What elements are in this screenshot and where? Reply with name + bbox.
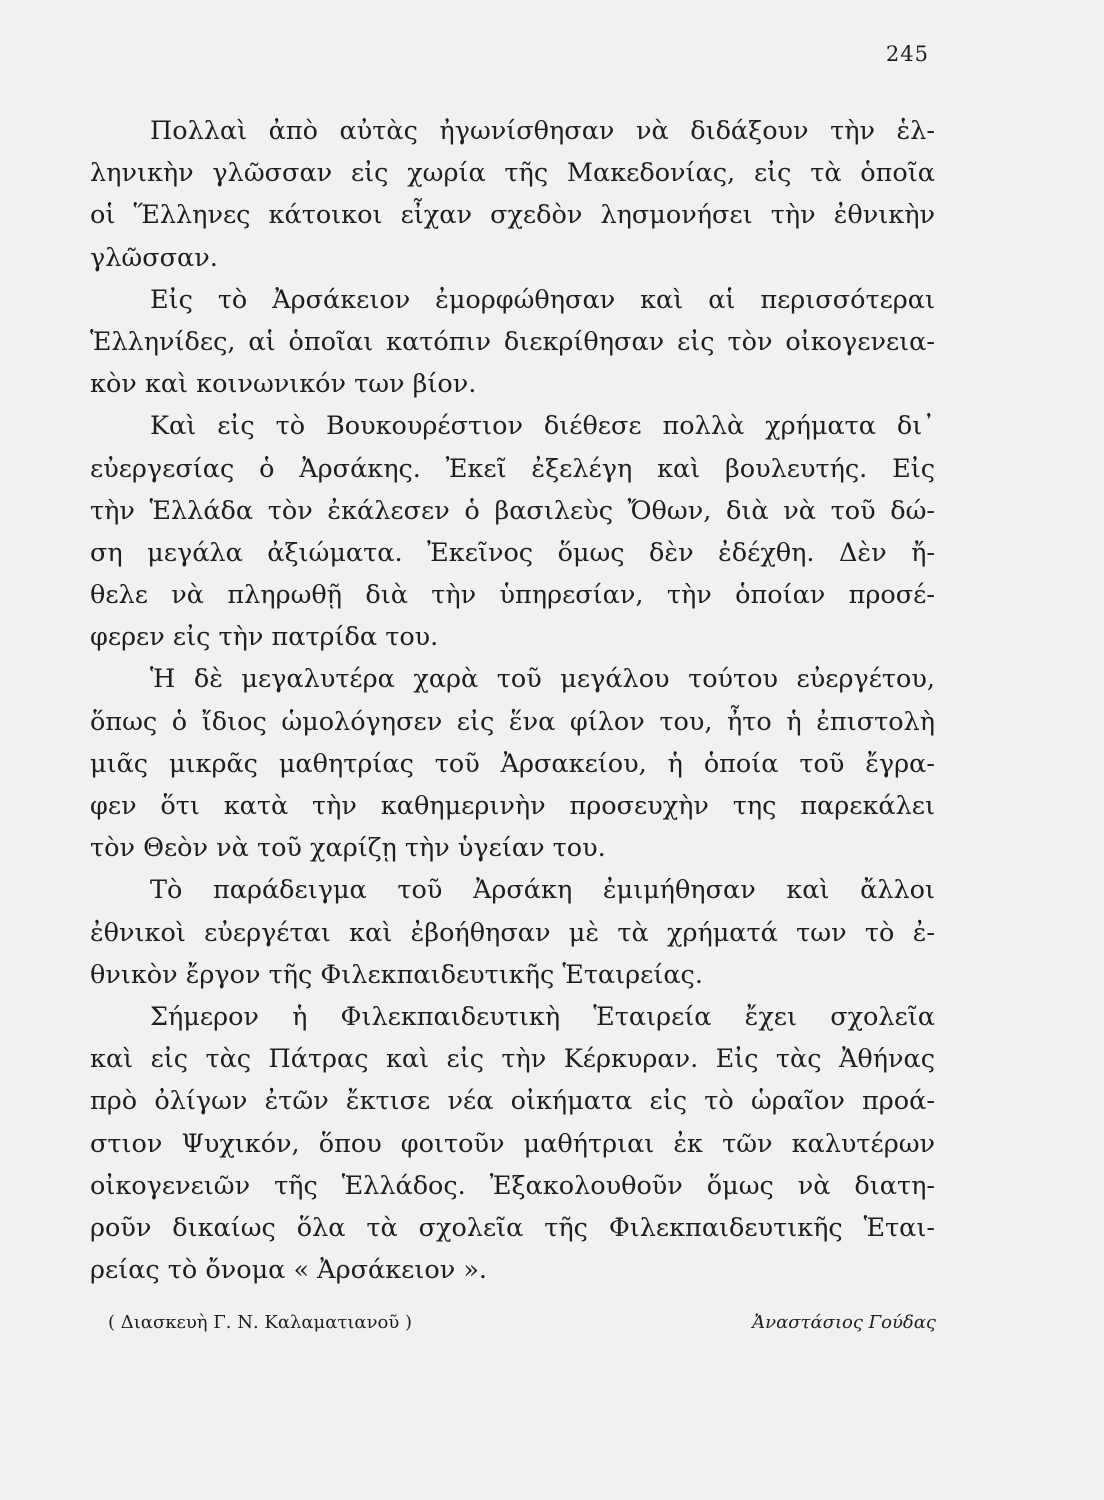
text-line: φεν ὅτι κατὰ τὴν καθημερινὴν προσευχὴν της παρεκάλει xyxy=(90,791,935,821)
text-line: θνικὸν ἔργον τῆς Φιλεκπαιδευτικῆς Ἑταιρείας. xyxy=(90,959,703,990)
text-line: οἰκογενειῶν τῆς Ἑλλάδος. Ἐξακολουθοῦν ὅμως νὰ διατη- xyxy=(90,1170,935,1201)
text-line: θελε νὰ πληρωθῇ διὰ τὴν ὑπηρεσίαν, τὴν ὁποίαν προσέ- xyxy=(90,580,935,611)
text-line: ροῦν δικαίως ὅλα τὰ σχολεῖα τῆς Φιλεκπαιδευτικῆς Ἑται- xyxy=(90,1212,935,1243)
text-line: καὶ εἰς τὰς Πάτρας καὶ εἰς τὴν Κέρκυραν. Εἰς τὰς Ἀθήνας xyxy=(90,1044,935,1075)
text-line: ληνικὴν γλῶσσαν εἰς χωρία τῆς Μακεδονίας, εἰς τὰ ὁποῖα xyxy=(90,158,935,189)
text-line: τὴν Ἑλλάδα τὸν ἐκάλεσεν ὁ βασιλεὺς Ὄθων, διὰ νὰ τοῦ δώ- xyxy=(90,495,935,526)
text-line: Πολλαὶ ἀπὸ αὐτὰς ἠγωνίσθησαν νὰ διδάξουν τὴν ἑλ- xyxy=(150,116,935,146)
adaptation-credit: ( Διασκευὴ Γ. Ν. Καλαματιανοῦ ) xyxy=(108,1312,413,1333)
text-line: ἐθνικοὶ εὐεργέται καὶ ἐβοήθησαν μὲ τὰ χρήματά των τὸ ἐ- xyxy=(90,917,935,948)
text-line: ρείας τὸ ὄνομα « Ἀρσάκειον ». xyxy=(90,1255,488,1286)
text-line: Σήμερον ἡ Φιλεκπαιδευτικὴ Ἑταιρεία ἔχει σχολεῖα xyxy=(150,1001,935,1032)
text-line: μιᾶς μικρᾶς μαθητρίας τοῦ Ἀρσακείου, ἡ ὁποία τοῦ ἔγρα- xyxy=(90,748,935,779)
text-line: ὅπως ὁ ἴδιος ὡμολόγησεν εἰς ἕνα φίλον του, ἦτο ἡ ἐπιστολὴ xyxy=(90,706,935,737)
text-line: εὐεργεσίας ὁ Ἀρσάκης. Ἐκεῖ ἐξελέγη καὶ βουλευτής. Εἰς xyxy=(90,453,935,484)
page-number: 245 xyxy=(885,42,929,66)
text-line: Ἑλληνίδες, αἱ ὁποῖαι κατόπιν διεκρίθησαν εἰς τὸν οἰκογενεια- xyxy=(90,326,935,357)
text-line: φερεν εἰς τὴν πατρίδα του. xyxy=(90,622,439,653)
text-line: ση μεγάλα ἀξιώματα. Ἐκεῖνος ὅμως δὲν ἐδέχθη. Δὲν ἤ- xyxy=(90,537,935,568)
text-line: γλῶσσαν. xyxy=(90,242,218,273)
text-line: οἱ Ἕλληνες κάτοικοι εἶχαν σχεδὸν λησμονήσει τὴν ἐθνικὴν xyxy=(90,200,935,231)
author-credit: Ἀναστάσιος Γούδας xyxy=(752,1312,936,1333)
text-line: Καὶ εἰς τὸ Βουκουρέστιον διέθεσε πολλὰ χρήματα δι᾿ xyxy=(150,411,935,442)
text-line: τὸν Θεὸν νὰ τοῦ χαρίζῃ τὴν ὑγείαν του. xyxy=(90,833,606,864)
text-line: κὸν καὶ κοινωνικόν των βίον. xyxy=(90,369,477,400)
text-line: στιον Ψυχικόν, ὅπου φοιτοῦν μαθήτριαι ἐκ τῶν καλυτέρων xyxy=(90,1128,935,1159)
text-line: πρὸ ὀλίγων ἐτῶν ἔκτισε νέα οἰκήματα εἰς τὸ ὡραῖον προά- xyxy=(90,1086,935,1117)
text-line: Τὸ παράδειγμα τοῦ Ἀρσάκη ἐμιμήθησαν καὶ ἄλλοι xyxy=(150,875,935,906)
text-line: Ἡ δὲ μεγαλυτέρα χαρὰ τοῦ μεγάλου τούτου εὐεργέτου, xyxy=(150,664,935,695)
footer xyxy=(108,1312,936,1333)
text-line: Εἰς τὸ Ἀρσάκειον ἐμορφώθησαν καὶ αἱ περισσότεραι xyxy=(150,284,935,315)
body-text xyxy=(90,110,935,1291)
